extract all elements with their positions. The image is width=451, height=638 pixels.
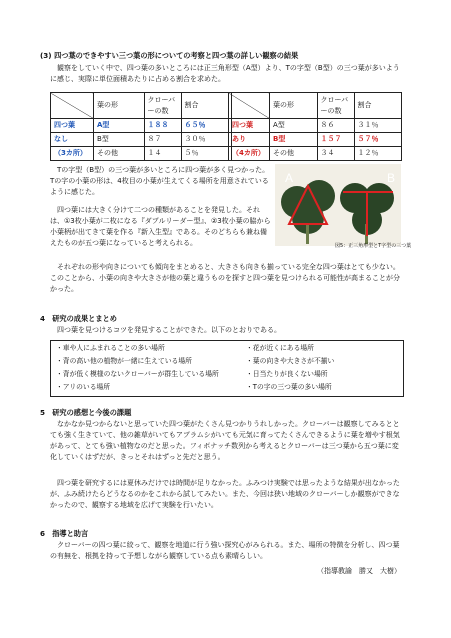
list-item: ・アリのいる場所 bbox=[56, 383, 111, 391]
section-3-heading: (3) 四つ葉のできやすい三つ葉の形についての考察と四つ葉の詳しい観察の結果 bbox=[40, 51, 299, 60]
advisor-signature: （指導教諭 勝又 大樹） bbox=[317, 567, 401, 575]
list-item: ・花が近くにある場所 bbox=[246, 344, 314, 352]
list-item: ・背の高い他の植物が一緒に生えている場所 bbox=[56, 357, 192, 365]
section-5-heading: 5 研究の感想と今後の課題 bbox=[40, 408, 132, 417]
section-5-paragraph-1: なかなか見つからないと思っていた四つ葉がたくさん見つかりうれしかった。クローバーは観察してみるととても強く生きていて、他の雑草がいてもアブラムシがいても元気に育ってたくさんできるように葉を増やす根気があって、とても強い植物なのだと思った。フィボナッチ数列から考えるとクローバーは三つ葉から五つ葉に変化していくはずだが、きっとそれはずっと先だと思う。 bbox=[50, 420, 400, 461]
list-item: ・Tの字の三つ葉の多い場所 bbox=[246, 383, 332, 391]
tips-box bbox=[50, 340, 404, 397]
section-3-paragraph-3: 四つ葉には大きく分けて二つの種類があることを発見した。それは、①3枚小葉が二枚になる『ダブルリーダー型』、②3枚小葉の脇から小葉柄が出てきて葉を作る『新入生型』である。そのどちらも兼ね備えたものが五つ葉になっていると考えられる。 bbox=[50, 206, 271, 247]
clover-a-image bbox=[281, 180, 335, 244]
list-item: ・背が低く模様のないクローバーが群生している場所 bbox=[56, 370, 219, 378]
table-no-four-leaf: 葉の形 クローバーの数 割合 四つ葉 A型 １８８ ６５％ なし B型 ８７ ３０％ （3カ所） その他 １４ ５％ bbox=[50, 92, 232, 161]
list-item: ・日当たりが良くない場所 bbox=[246, 370, 328, 378]
section-6-heading: 6 指導と助言 bbox=[40, 529, 89, 538]
photo-letter-a: A bbox=[285, 171, 294, 185]
photo-caption: 図5：正三角形型とT字型の三つ葉 bbox=[335, 243, 412, 249]
list-item: ・車や人にふまれることの多い場所 bbox=[56, 344, 165, 352]
table-four-leaf: 葉の形 クローバーの数 割合 四つ葉 A型 ８６ ３１％ あり B型 １５７ ５７％ （4カ所） その他 ３４ １２％ bbox=[228, 92, 402, 161]
clover-photo bbox=[275, 164, 401, 246]
section-3-paragraph-2: Tの字型（B型）の三つ葉が多いところに四つ葉が多く見つかった。Tの字の小葉の形は、4枚目の小葉が生えてくる場所を用意されているように感じた。 bbox=[50, 166, 270, 196]
section-3-paragraph-4: それぞれの形や向きについても傾向をまとめると、大きさも向きも揃っている完全な四つ葉はとても少ない。このことから、小葉の向きや大きさが他の葉と違うものを探すと四つ葉を見つけられる可能性が高まることが分かった。 bbox=[50, 263, 400, 293]
list-item: ・葉の向きや大きさが不揃い bbox=[246, 357, 335, 365]
section-5-paragraph-2: 四つ葉を研究するには夏休みだけでは時間が足りなかった。ふみつけ実験では思ったような結果が出なかったが、ふみ続けたらどうなるのかをこれから試してみたい。また、今回は狭い地域のクローバーしか観察ができなかったので、観察する地域を広げて実験を行いたい。 bbox=[50, 479, 400, 509]
section-3-intro: 観察をしていく中で、四つ葉の多いところには正三角形型（A型）より、Tの字型（B型）の三つ葉が多いように感じ、実際に単位面積あたりに占める割合を求めた。 bbox=[50, 64, 400, 83]
section-4-heading: 4 研究の成果とまとめ bbox=[40, 314, 117, 323]
section-4-intro: 四つ葉を見つけるコツを発見することができた。以下のとおりである。 bbox=[57, 326, 281, 334]
photo-letter-b: B bbox=[387, 171, 396, 185]
section-6-paragraph: クローバーの四つ葉に絞って、観察を地道に行う強い探究心がみられる。また、場所の特徴を分析し、四つ葉の有無を、根拠を持って予想しながら観察している点も素晴らしい。 bbox=[50, 541, 400, 560]
